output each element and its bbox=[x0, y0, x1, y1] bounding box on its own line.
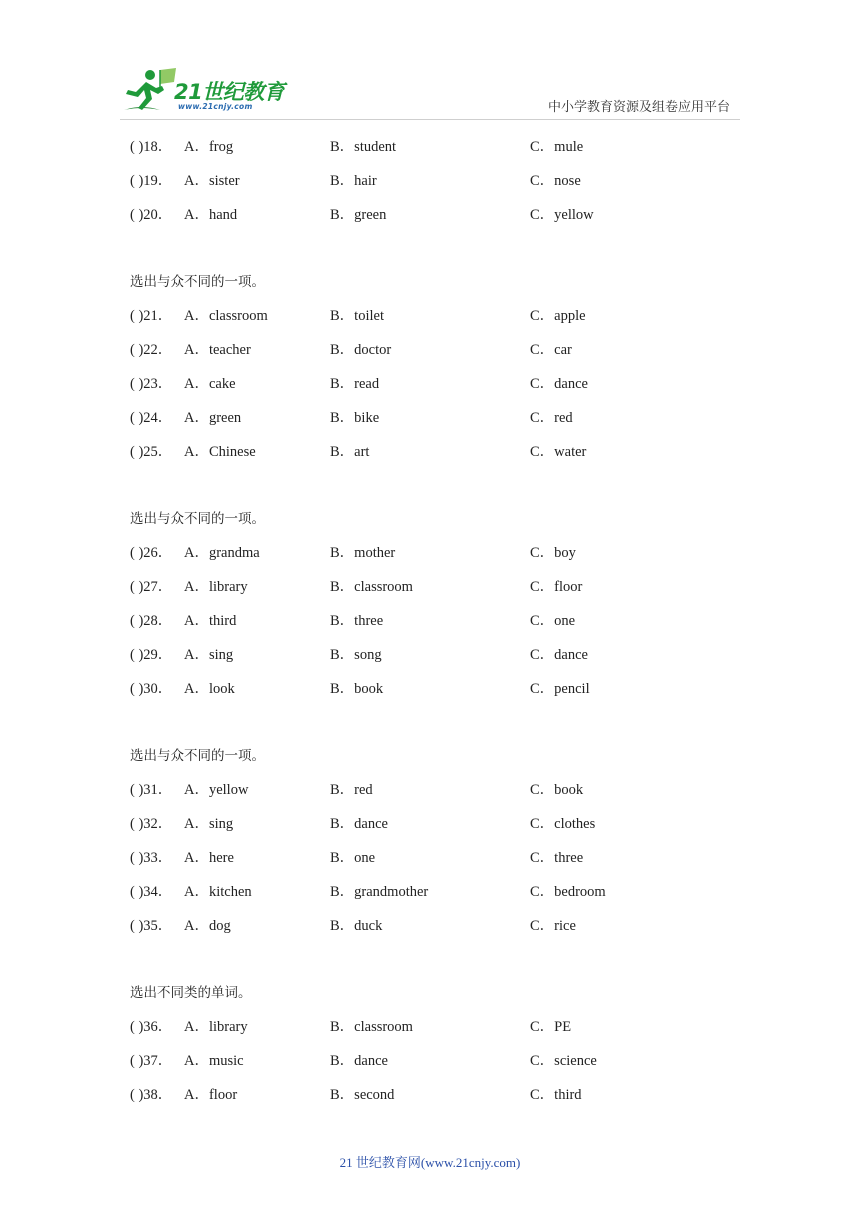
option-c: C．book bbox=[530, 782, 584, 798]
question-row bbox=[130, 841, 750, 875]
section-instruction: 选出不同类的单词。 bbox=[130, 985, 252, 1001]
option-a: A．grandma bbox=[184, 545, 260, 561]
question-number: ( )38． bbox=[130, 1087, 173, 1103]
question-section bbox=[130, 976, 750, 1112]
option-a: A．dog bbox=[184, 918, 231, 934]
option-a: A．sister bbox=[184, 173, 240, 189]
question-number: ( )28． bbox=[130, 613, 173, 629]
section-instruction: 选出与众不同的一项。 bbox=[130, 748, 265, 764]
option-b: B．bike bbox=[330, 410, 380, 426]
option-b: B．red bbox=[330, 782, 373, 798]
question-row bbox=[130, 1078, 750, 1112]
option-a: A．green bbox=[184, 410, 242, 426]
question-row bbox=[130, 536, 750, 570]
question-number: ( )36． bbox=[130, 1019, 173, 1035]
question-row bbox=[130, 299, 750, 333]
option-c: C．mule bbox=[530, 139, 584, 155]
question-row bbox=[130, 875, 750, 909]
question-row bbox=[130, 672, 750, 706]
option-c: C．car bbox=[530, 342, 572, 358]
option-a: A．teacher bbox=[184, 342, 251, 358]
question-number: ( )24． bbox=[130, 410, 173, 426]
option-b: B．song bbox=[330, 647, 382, 663]
option-c: C．pencil bbox=[530, 681, 590, 697]
question-row bbox=[130, 164, 750, 198]
option-b: B．one bbox=[330, 850, 376, 866]
option-b: B．doctor bbox=[330, 342, 392, 358]
option-a: A．library bbox=[184, 579, 248, 595]
option-b: B．classroom bbox=[330, 1019, 413, 1035]
question-number: ( )37． bbox=[130, 1053, 173, 1069]
option-b: B．duck bbox=[330, 918, 383, 934]
question-number: ( )23． bbox=[130, 376, 173, 392]
question-number: ( )31． bbox=[130, 782, 173, 798]
question-number: ( )32． bbox=[130, 816, 173, 832]
question-section bbox=[130, 265, 750, 469]
question-row bbox=[130, 435, 750, 469]
question-row bbox=[130, 638, 750, 672]
option-c: C．apple bbox=[530, 308, 586, 324]
question-number: ( )33． bbox=[130, 850, 173, 866]
question-number: ( )21． bbox=[130, 308, 173, 324]
question-row bbox=[130, 909, 750, 943]
option-b: B．mother bbox=[330, 545, 396, 561]
option-c: C．one bbox=[530, 613, 576, 629]
option-c: C．science bbox=[530, 1053, 597, 1069]
option-b: B．art bbox=[330, 444, 370, 460]
option-b: B．classroom bbox=[330, 579, 413, 595]
question-row bbox=[130, 333, 750, 367]
option-a: A．kitchen bbox=[184, 884, 252, 900]
option-a: A．here bbox=[184, 850, 234, 866]
question-row bbox=[130, 570, 750, 604]
section-instruction: 选出与众不同的一项。 bbox=[130, 274, 265, 290]
option-b: B．hair bbox=[330, 173, 377, 189]
section-instruction: 选出与众不同的一项。 bbox=[130, 511, 265, 527]
page-footer[interactable]: 21 世纪教育网(www.21cnjy.com) bbox=[339, 1155, 521, 1170]
option-b: B．read bbox=[330, 376, 380, 392]
question-number: ( )18． bbox=[130, 139, 173, 155]
option-c: C．yellow bbox=[530, 207, 594, 223]
option-c: C．nose bbox=[530, 173, 581, 189]
option-b: B．book bbox=[330, 681, 384, 697]
option-a: A．library bbox=[184, 1019, 248, 1035]
question-number: ( )22． bbox=[130, 342, 173, 358]
question-number: ( )26． bbox=[130, 545, 173, 561]
platform-name: 中小学教育资源及组卷应用平台 bbox=[547, 100, 730, 115]
option-a: A．frog bbox=[184, 139, 234, 155]
option-c: C．dance bbox=[530, 647, 588, 663]
option-a: A．sing bbox=[184, 816, 234, 832]
question-number: ( )20． bbox=[130, 207, 173, 223]
logo-url: www.21cnjy.com bbox=[178, 102, 253, 111]
logo-text: 21世纪教育 bbox=[174, 80, 285, 104]
option-b: B．toilet bbox=[330, 308, 384, 324]
option-c: C．clothes bbox=[530, 816, 596, 832]
option-a: A．sing bbox=[184, 647, 234, 663]
question-number: ( )25． bbox=[130, 444, 173, 460]
option-c: C．three bbox=[530, 850, 584, 866]
header-divider bbox=[120, 119, 740, 120]
option-c: C．boy bbox=[530, 545, 576, 561]
page-header bbox=[0, 0, 860, 130]
option-b: B．student bbox=[330, 139, 397, 155]
question-content bbox=[130, 130, 750, 1112]
option-a: A．music bbox=[184, 1053, 244, 1069]
option-c: C．bedroom bbox=[530, 884, 606, 900]
option-c: C．third bbox=[530, 1087, 582, 1103]
option-a: A．hand bbox=[184, 207, 238, 223]
option-a: A．Chinese bbox=[184, 444, 256, 460]
option-b: B．dance bbox=[330, 816, 388, 832]
option-a: A．yellow bbox=[184, 782, 249, 798]
question-number: ( )29． bbox=[130, 647, 173, 663]
option-b: B．second bbox=[330, 1087, 395, 1103]
option-a: A．floor bbox=[184, 1087, 238, 1103]
question-row bbox=[130, 604, 750, 638]
option-b: B．green bbox=[330, 207, 387, 223]
option-a: A．cake bbox=[184, 376, 236, 392]
option-a: A．classroom bbox=[184, 308, 268, 324]
question-section bbox=[130, 130, 750, 232]
question-row bbox=[130, 1044, 750, 1078]
question-row bbox=[130, 401, 750, 435]
option-c: C．red bbox=[530, 410, 573, 426]
option-c: C．PE bbox=[530, 1019, 572, 1035]
question-number: ( )30． bbox=[130, 681, 173, 697]
option-b: B．grandmother bbox=[330, 884, 429, 900]
logo bbox=[120, 66, 290, 116]
option-a: A．look bbox=[184, 681, 235, 697]
question-row bbox=[130, 130, 750, 164]
question-number: ( )27． bbox=[130, 579, 173, 595]
question-row bbox=[130, 807, 750, 841]
runner-logo-icon bbox=[120, 66, 180, 114]
question-section bbox=[130, 739, 750, 943]
option-c: C．dance bbox=[530, 376, 588, 392]
question-row bbox=[130, 198, 750, 232]
question-row bbox=[130, 367, 750, 401]
option-a: A．third bbox=[184, 613, 237, 629]
option-c: C．water bbox=[530, 444, 587, 460]
question-section bbox=[130, 502, 750, 706]
question-row bbox=[130, 773, 750, 807]
question-row bbox=[130, 1010, 750, 1044]
question-number: ( )34． bbox=[130, 884, 173, 900]
option-c: C．floor bbox=[530, 579, 583, 595]
option-b: B．three bbox=[330, 613, 384, 629]
question-number: ( )35． bbox=[130, 918, 173, 934]
option-c: C．rice bbox=[530, 918, 576, 934]
option-b: B．dance bbox=[330, 1053, 388, 1069]
question-number: ( )19． bbox=[130, 173, 173, 189]
